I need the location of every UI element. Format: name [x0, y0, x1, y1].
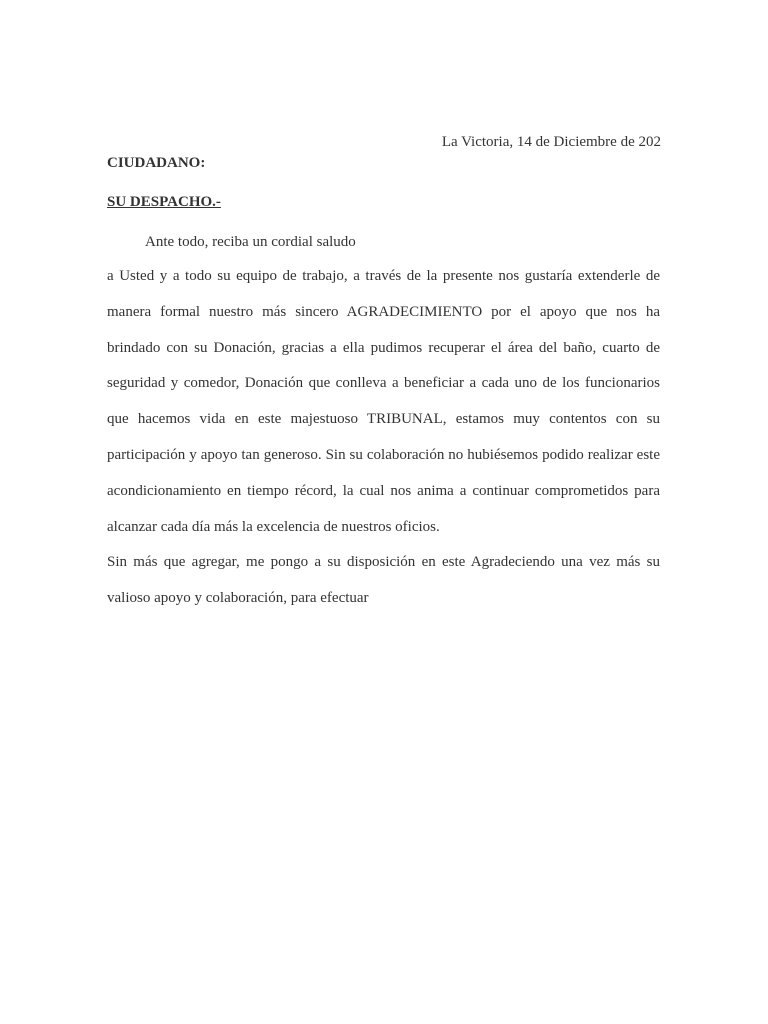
text-line: a Usted y a todo su equipo de trabajo, a través de la presente nos gustaría extenderle de — [107, 268, 660, 284]
text-line: brindado con su Donación, gracias a ella pudimos recuperar el área del baño, cuarto de — [107, 339, 660, 356]
text-line: manera formal nuestro más sincero AGRADECIMIENTO por el apoyo que nos ha — [107, 303, 660, 320]
text-line: valioso apoyo y colaboración, para efectuar — [107, 590, 369, 607]
letter-body — [107, 259, 660, 617]
text-line: Sin más que agregar, me pongo a su disposición en este Agradeciendo una vez más su — [107, 554, 660, 571]
recipient-heading: CIUDADANO: — [107, 155, 206, 171]
paragraph-closing — [107, 545, 660, 617]
office-heading: SU DESPACHO.- — [107, 194, 221, 210]
text-line: seguridad y comedor, Donación que conlleva a beneficiar a cada uno de los funcionarios — [107, 375, 660, 392]
paragraph-gratitude — [107, 259, 660, 545]
text-line: alcanzar cada día más la excelencia de nuestros oficios. — [107, 518, 440, 535]
text-line: acondicionamiento en tiempo récord, la cual nos anima a continuar comprometidos para — [107, 482, 660, 499]
date-line: La Victoria, 14 de Diciembre de 202 — [441, 134, 661, 150]
greeting-line: Ante todo, reciba un cordial saludo — [145, 234, 356, 250]
text-line: que hacemos vida en este majestuoso TRIBUNAL, estamos muy contentos con su — [107, 411, 660, 428]
text-line: participación y apoyo tan generoso. Sin su colaboración no hubiésemos podido realizar este — [107, 446, 660, 463]
